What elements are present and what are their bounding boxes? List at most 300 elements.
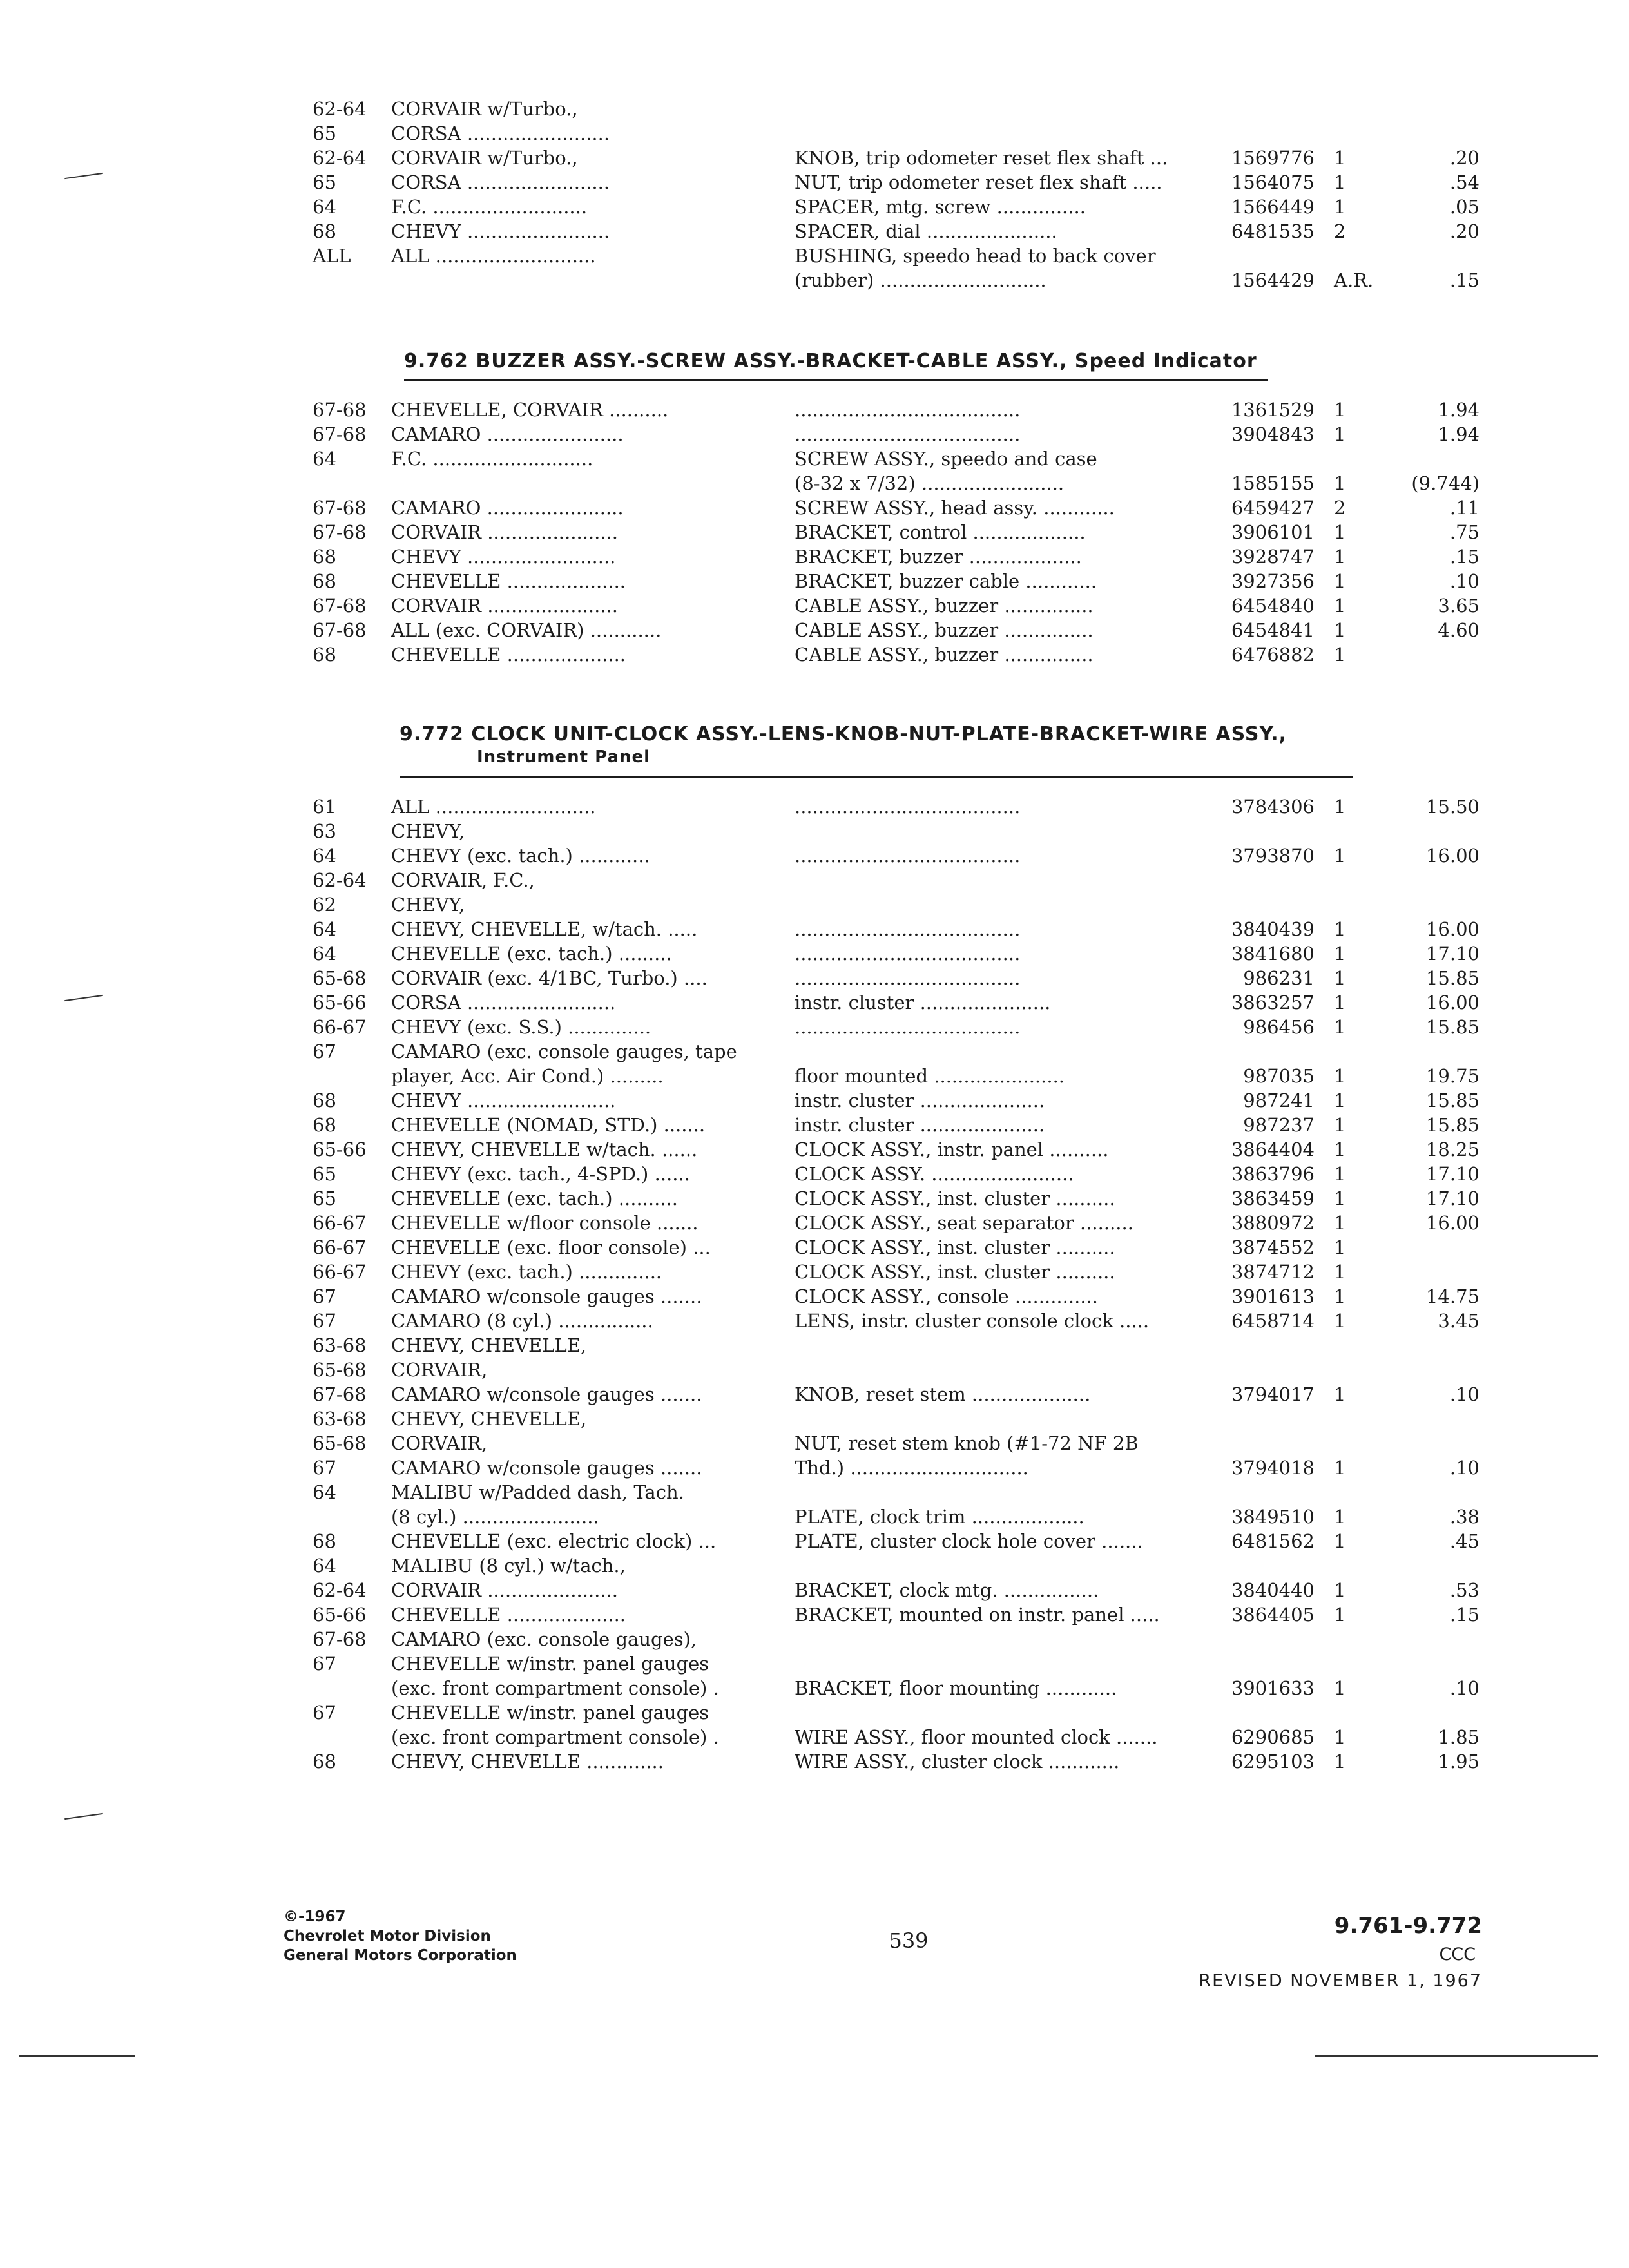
- part-description: CLOCK ASSY., inst. cluster ..........: [795, 1236, 1115, 1258]
- part-description: ......................................: [795, 399, 1021, 421]
- price: 3.45: [1438, 1310, 1480, 1332]
- part-number: 3864404: [1231, 1139, 1315, 1160]
- model-year: 67-68: [313, 1383, 367, 1405]
- quantity: 1: [1334, 1139, 1346, 1160]
- quantity: 1: [1334, 1579, 1346, 1601]
- parts-row: [0, 219, 1629, 244]
- revision-date: REVISED NOVEMBER 1, 1967: [1199, 1971, 1482, 1991]
- parts-section-9762: [0, 398, 1629, 667]
- part-description: KNOB, reset stem ....................: [795, 1383, 1091, 1405]
- price: .10: [1449, 1677, 1480, 1699]
- price: 1.94: [1438, 423, 1480, 445]
- section-heading-9762: 9.762 BUZZER ASSY.-SCREW ASSY.-BRACKET-CABLE ASSY., Speed Indicator: [404, 350, 1257, 372]
- part-description: CABLE ASSY., buzzer ...............: [795, 595, 1094, 617]
- parts-row: [0, 1358, 1629, 1382]
- part-description: instr. cluster ......................: [795, 992, 1051, 1014]
- part-number: 3874552: [1231, 1236, 1315, 1258]
- application: CHEVELLE (exc. tach.) .........: [391, 943, 672, 965]
- application: (8 cyl.) .......................: [391, 1506, 599, 1528]
- section-heading-rule: [400, 776, 1353, 778]
- application: CHEVY .........................: [391, 546, 616, 568]
- price: 16.00: [1425, 992, 1480, 1014]
- quantity: 1: [1334, 967, 1346, 989]
- part-number: 3864405: [1231, 1604, 1315, 1626]
- model-year: 65-66: [313, 1139, 367, 1160]
- model-year: 67-68: [313, 497, 367, 519]
- application: CHEVELLE ....................: [391, 570, 626, 592]
- parts-row: [0, 195, 1629, 219]
- part-description: instr. cluster .....................: [795, 1090, 1045, 1111]
- footer-copyright-block: [284, 1907, 517, 1965]
- application: CHEVELLE w/instr. panel gauges: [391, 1653, 709, 1675]
- application: F.C. ...........................: [391, 448, 593, 470]
- part-description: CLOCK ASSY., inst. cluster ..........: [795, 1261, 1115, 1283]
- part-description: SCREW ASSY., speedo and case: [795, 448, 1097, 470]
- model-year: 68: [313, 1751, 336, 1773]
- part-description: SPACER, dial ......................: [795, 220, 1057, 242]
- model-year: 62-64: [313, 98, 367, 120]
- model-year: 64: [313, 1555, 336, 1577]
- parts-row: [0, 422, 1629, 447]
- part-number: 3793870: [1231, 845, 1315, 867]
- parts-row: [0, 544, 1629, 569]
- quantity: 2: [1334, 497, 1346, 519]
- parts-row: [0, 843, 1629, 868]
- quantity: 1: [1334, 1114, 1346, 1136]
- part-number: 3863796: [1231, 1163, 1315, 1185]
- section-range: 9.761-9.772: [1334, 1913, 1482, 1939]
- model-year: 67: [313, 1041, 336, 1062]
- part-number: 3794018: [1231, 1457, 1315, 1479]
- part-number: 3904843: [1231, 423, 1315, 445]
- price: .54: [1449, 171, 1480, 193]
- model-year: 63-68: [313, 1334, 367, 1356]
- application: CORSA .........................: [391, 992, 616, 1014]
- price: 15.85: [1425, 1090, 1480, 1111]
- quantity: 1: [1334, 992, 1346, 1014]
- quantity: 1: [1334, 943, 1346, 965]
- part-description: LENS, instr. cluster console clock .....: [795, 1310, 1150, 1332]
- part-description: SPACER, mtg. screw ...............: [795, 196, 1086, 218]
- rows-container: [0, 97, 1629, 293]
- model-year: 66-67: [313, 1261, 367, 1283]
- parts-row: [0, 1137, 1629, 1162]
- model-year: 65-66: [313, 992, 367, 1014]
- price: 16.00: [1425, 1212, 1480, 1234]
- parts-row: [0, 868, 1629, 892]
- parts-row: [0, 819, 1629, 843]
- part-description: SCREW ASSY., head assy. ............: [795, 497, 1115, 519]
- parts-row: [0, 642, 1629, 667]
- price: .20: [1449, 147, 1480, 169]
- quantity: 1: [1334, 1236, 1346, 1258]
- price: .15: [1449, 269, 1480, 291]
- quantity: 1: [1334, 1212, 1346, 1234]
- model-year: 64: [313, 448, 336, 470]
- model-year: 68: [313, 644, 336, 666]
- quantity: 1: [1334, 546, 1346, 568]
- model-year: 67-68: [313, 619, 367, 641]
- part-number: 6481535: [1231, 220, 1315, 242]
- parts-row: [0, 1407, 1629, 1431]
- price: 16.00: [1425, 845, 1480, 867]
- price: 1.94: [1438, 399, 1480, 421]
- application: CHEVY (exc. tach.) ..............: [391, 1261, 662, 1283]
- application: CAMARO (exc. console gauges),: [391, 1628, 697, 1650]
- part-description: CABLE ASSY., buzzer ...............: [795, 619, 1094, 641]
- part-number: 3849510: [1231, 1506, 1315, 1528]
- application: CHEVELLE (NOMAD, STD.) .......: [391, 1114, 706, 1136]
- application: CHEVY (exc. S.S.) ..............: [391, 1016, 651, 1038]
- part-description: ......................................: [795, 423, 1021, 445]
- part-number: 1564075: [1231, 171, 1315, 193]
- part-number: 3880972: [1231, 1212, 1315, 1234]
- part-number: 1585155: [1231, 472, 1315, 494]
- application: CAMARO .......................: [391, 497, 624, 519]
- application: CHEVY,: [391, 820, 465, 842]
- application: CHEVELLE, CORVAIR ..........: [391, 399, 669, 421]
- model-year: 67: [313, 1702, 336, 1724]
- application: CHEVELLE w/floor console .......: [391, 1212, 699, 1234]
- model-year: 64: [313, 845, 336, 867]
- model-year: 66-67: [313, 1236, 367, 1258]
- application: CORVAIR ......................: [391, 521, 618, 543]
- part-number: 987237: [1243, 1114, 1315, 1136]
- page-edge-line: [19, 2055, 135, 2057]
- model-year: 63: [313, 820, 336, 842]
- parts-row: [0, 1162, 1629, 1186]
- parts-row: [0, 941, 1629, 966]
- application: CHEVY, CHEVELLE w/tach. ......: [391, 1139, 698, 1160]
- quantity: 2: [1334, 220, 1346, 242]
- parts-row: [0, 97, 1629, 121]
- quantity: 1: [1334, 472, 1346, 494]
- parts-row: [0, 794, 1629, 819]
- parts-row: [0, 1088, 1629, 1113]
- quantity: 1: [1334, 1310, 1346, 1332]
- part-description: BUSHING, speedo head to back cover: [795, 245, 1156, 267]
- parts-section-9772: [0, 794, 1629, 1774]
- quantity: 1: [1334, 1383, 1346, 1405]
- part-description: CLOCK ASSY., console ..............: [795, 1285, 1098, 1307]
- rows-container: [0, 398, 1629, 667]
- model-year: 68: [313, 1530, 336, 1552]
- quantity: 1: [1334, 1016, 1346, 1038]
- application: CAMARO w/console gauges .......: [391, 1383, 702, 1405]
- model-year: 62-64: [313, 147, 367, 169]
- parts-row: [0, 1039, 1629, 1064]
- model-year: 67-68: [313, 399, 367, 421]
- model-year: 61: [313, 796, 336, 818]
- price: .10: [1449, 570, 1480, 592]
- application: MALIBU (8 cyl.) w/tach.,: [391, 1555, 626, 1577]
- parts-row: [0, 1725, 1629, 1749]
- application: CHEVELLE ....................: [391, 1604, 626, 1626]
- price: 17.10: [1425, 1187, 1480, 1209]
- price: 14.75: [1425, 1285, 1480, 1307]
- parts-row: [0, 146, 1629, 170]
- quantity: 1: [1334, 521, 1346, 543]
- parts-row: [0, 244, 1629, 268]
- part-number: 3863459: [1231, 1187, 1315, 1209]
- parts-row: [0, 569, 1629, 593]
- price: .20: [1449, 220, 1480, 242]
- model-year: 68: [313, 570, 336, 592]
- part-number: 3840440: [1231, 1579, 1315, 1601]
- part-description: NUT, reset stem knob (#1-72 NF 2B: [795, 1432, 1139, 1454]
- part-number: 987241: [1243, 1090, 1315, 1111]
- price: 18.25: [1425, 1139, 1480, 1160]
- part-number: 6459427: [1231, 497, 1315, 519]
- section-heading-9772: 9.772 CLOCK UNIT-CLOCK ASSY.-LENS-KNOB-NUT-PLATE-BRACKET-WIRE ASSY.,: [400, 723, 1287, 745]
- section-subheading-9772: Instrument Panel: [477, 747, 651, 767]
- parts-row: [0, 1064, 1629, 1088]
- quantity: 1: [1334, 1530, 1346, 1552]
- application: CHEVELLE (exc. tach.) ..........: [391, 1187, 678, 1209]
- part-description: instr. cluster .....................: [795, 1114, 1045, 1136]
- quantity: 1: [1334, 399, 1346, 421]
- part-description: BRACKET, clock mtg. ................: [795, 1579, 1099, 1601]
- part-description: BRACKET, floor mounting ............: [795, 1677, 1117, 1699]
- application: (exc. front compartment console) .: [391, 1726, 719, 1748]
- quantity: 1: [1334, 171, 1346, 193]
- parts-row: [0, 618, 1629, 642]
- margin-mark: [64, 1813, 103, 1820]
- model-year: 64: [313, 1481, 336, 1503]
- part-number: 3928747: [1231, 546, 1315, 568]
- parts-row: [0, 1480, 1629, 1504]
- application: CHEVELLE w/instr. panel gauges: [391, 1702, 709, 1724]
- parts-row: [0, 520, 1629, 544]
- application: ALL ...........................: [391, 245, 596, 267]
- part-description: ......................................: [795, 967, 1021, 989]
- page-number: 539: [889, 1928, 929, 1953]
- model-year: 67-68: [313, 521, 367, 543]
- application: CAMARO w/console gauges .......: [391, 1457, 702, 1479]
- application: CHEVY, CHEVELLE .............: [391, 1751, 664, 1773]
- parts-row: [0, 1113, 1629, 1137]
- application: CORVAIR w/Turbo.,: [391, 147, 578, 169]
- price: .10: [1449, 1383, 1480, 1405]
- price: 15.85: [1425, 967, 1480, 989]
- application: CORVAIR, F.C.,: [391, 869, 535, 891]
- part-description: ......................................: [795, 918, 1021, 940]
- application: player, Acc. Air Cond.) .........: [391, 1065, 664, 1087]
- rows-container: [0, 794, 1629, 1774]
- part-description: KNOB, trip odometer reset flex shaft ...: [795, 147, 1168, 169]
- copyright-text: ©-1967: [284, 1908, 346, 1925]
- price: 1.95: [1438, 1751, 1480, 1773]
- application: CHEVY, CHEVELLE,: [391, 1408, 587, 1430]
- application: CHEVELLE ....................: [391, 644, 626, 666]
- application: CAMARO (8 cyl.) ................: [391, 1310, 653, 1332]
- model-year: 62-64: [313, 1579, 367, 1601]
- parts-row: [0, 398, 1629, 422]
- parts-row: [0, 1504, 1629, 1529]
- quantity: 1: [1334, 1090, 1346, 1111]
- parts-row: [0, 495, 1629, 520]
- part-description: CLOCK ASSY., instr. panel ..........: [795, 1139, 1109, 1160]
- parts-row: [0, 1529, 1629, 1553]
- parts-row: [0, 1235, 1629, 1260]
- price: 17.10: [1425, 943, 1480, 965]
- application: CHEVY (exc. tach.) ............: [391, 845, 650, 867]
- price: 15.85: [1425, 1114, 1480, 1136]
- quantity: 1: [1334, 1457, 1346, 1479]
- price: .38: [1449, 1506, 1480, 1528]
- section-heading-rule: [404, 379, 1268, 381]
- part-description: ......................................: [795, 796, 1021, 818]
- price: .10: [1449, 1457, 1480, 1479]
- price: 1.85: [1438, 1726, 1480, 1748]
- quantity: 1: [1334, 619, 1346, 641]
- parts-row: [0, 1553, 1629, 1578]
- catalog-code: CCC: [1439, 1945, 1476, 1965]
- part-description: floor mounted ......................: [795, 1065, 1065, 1087]
- application: CORVAIR w/Turbo.,: [391, 98, 578, 120]
- part-description: WIRE ASSY., cluster clock ............: [795, 1751, 1120, 1773]
- model-year: 65: [313, 122, 336, 144]
- quantity: 1: [1334, 644, 1346, 666]
- part-number: 3784306: [1231, 796, 1315, 818]
- price: .45: [1449, 1530, 1480, 1552]
- model-year: 67-68: [313, 423, 367, 445]
- application: CORVAIR ......................: [391, 595, 618, 617]
- parts-row: [0, 1284, 1629, 1309]
- model-year: 68: [313, 1114, 336, 1136]
- part-number: 6458714: [1231, 1310, 1315, 1332]
- application: CORVAIR ......................: [391, 1579, 618, 1601]
- quantity: 1: [1334, 1163, 1346, 1185]
- part-description: BRACKET, buzzer cable ............: [795, 570, 1097, 592]
- parts-row: [0, 990, 1629, 1015]
- application: ALL (exc. CORVAIR) ............: [391, 619, 662, 641]
- price: .53: [1449, 1579, 1480, 1601]
- footer-reference-block: [1199, 1912, 1482, 1993]
- model-year: 64: [313, 943, 336, 965]
- part-number: 6454841: [1231, 619, 1315, 641]
- model-year: 62: [313, 894, 336, 916]
- parts-row: [0, 1431, 1629, 1456]
- price: 15.85: [1425, 1016, 1480, 1038]
- model-year: 67-68: [313, 1628, 367, 1650]
- model-year: 66-67: [313, 1016, 367, 1038]
- model-year: 65: [313, 171, 336, 193]
- part-number: 3840439: [1231, 918, 1315, 940]
- part-number: 3906101: [1231, 521, 1315, 543]
- application: CORVAIR,: [391, 1359, 488, 1381]
- parts-row: [0, 1651, 1629, 1676]
- model-year: 62-64: [313, 869, 367, 891]
- price: (9.744): [1411, 472, 1480, 494]
- quantity: 1: [1334, 196, 1346, 218]
- model-year: 64: [313, 918, 336, 940]
- parts-row: [0, 1186, 1629, 1211]
- application: CHEVELLE (exc. electric clock) ...: [391, 1530, 717, 1552]
- model-year: 65-68: [313, 1432, 367, 1454]
- parts-row: [0, 917, 1629, 941]
- part-number: 3927356: [1231, 570, 1315, 592]
- parts-row: [0, 1456, 1629, 1480]
- part-description: ......................................: [795, 943, 1021, 965]
- parts-row: [0, 892, 1629, 917]
- part-number: 6290685: [1231, 1726, 1315, 1748]
- parts-row: [0, 170, 1629, 195]
- model-year: 68: [313, 546, 336, 568]
- part-description: CLOCK ASSY., inst. cluster ..........: [795, 1187, 1115, 1209]
- part-number: 1361529: [1231, 399, 1315, 421]
- part-number: 3794017: [1231, 1383, 1315, 1405]
- part-number: 6481562: [1231, 1530, 1315, 1552]
- application: CORSA ........................: [391, 122, 610, 144]
- parts-row: [0, 471, 1629, 495]
- quantity: 1: [1334, 1604, 1346, 1626]
- model-year: 65-68: [313, 967, 367, 989]
- parts-row: [0, 268, 1629, 293]
- parts-row: [0, 1211, 1629, 1235]
- price: .05: [1449, 196, 1480, 218]
- part-number: 3841680: [1231, 943, 1315, 965]
- part-number: 6454840: [1231, 595, 1315, 617]
- application: CHEVY (exc. tach., 4-SPD.) ......: [391, 1163, 690, 1185]
- parts-row: [0, 1260, 1629, 1284]
- application: CAMARO .......................: [391, 423, 624, 445]
- part-number: 6295103: [1231, 1751, 1315, 1773]
- price: 16.00: [1425, 918, 1480, 940]
- model-year: 63-68: [313, 1408, 367, 1430]
- quantity: 1: [1334, 845, 1346, 867]
- quantity: 1: [1334, 1726, 1346, 1748]
- quantity: 1: [1334, 796, 1346, 818]
- model-year: 65-66: [313, 1604, 367, 1626]
- part-number: 3901613: [1231, 1285, 1315, 1307]
- parts-row: [0, 121, 1629, 146]
- price: 3.65: [1438, 595, 1480, 617]
- quantity: 1: [1334, 423, 1346, 445]
- model-year: 67: [313, 1285, 336, 1307]
- part-description: BRACKET, mounted on instr. panel .....: [795, 1604, 1160, 1626]
- model-year: ALL: [313, 245, 351, 267]
- quantity: 1: [1334, 595, 1346, 617]
- part-description: PLATE, cluster clock hole cover .......: [795, 1530, 1143, 1552]
- parts-row: [0, 1333, 1629, 1358]
- quantity: 1: [1334, 1751, 1346, 1773]
- price: 19.75: [1425, 1065, 1480, 1087]
- part-number: 987035: [1243, 1065, 1315, 1087]
- part-number: 3901633: [1231, 1677, 1315, 1699]
- parts-row: [0, 593, 1629, 618]
- parts-row: [0, 1015, 1629, 1039]
- part-number: 6476882: [1231, 644, 1315, 666]
- part-description: CLOCK ASSY. ........................: [795, 1163, 1074, 1185]
- part-description: NUT, trip odometer reset flex shaft .....: [795, 171, 1162, 193]
- parts-row: [0, 1627, 1629, 1651]
- model-year: 67: [313, 1310, 336, 1332]
- quantity: 1: [1334, 1677, 1346, 1699]
- application: (exc. front compartment console) .: [391, 1677, 719, 1699]
- parts-row: [0, 1602, 1629, 1627]
- page-edge-line: [1315, 2055, 1598, 2057]
- model-year: 65: [313, 1187, 336, 1209]
- model-year: 67-68: [313, 595, 367, 617]
- quantity: 1: [1334, 918, 1346, 940]
- part-description: ......................................: [795, 1016, 1021, 1038]
- parts-row: [0, 966, 1629, 990]
- price: .15: [1449, 1604, 1480, 1626]
- application: ALL ...........................: [391, 796, 596, 818]
- parts-row: [0, 1382, 1629, 1407]
- part-description: BRACKET, buzzer ...................: [795, 546, 1082, 568]
